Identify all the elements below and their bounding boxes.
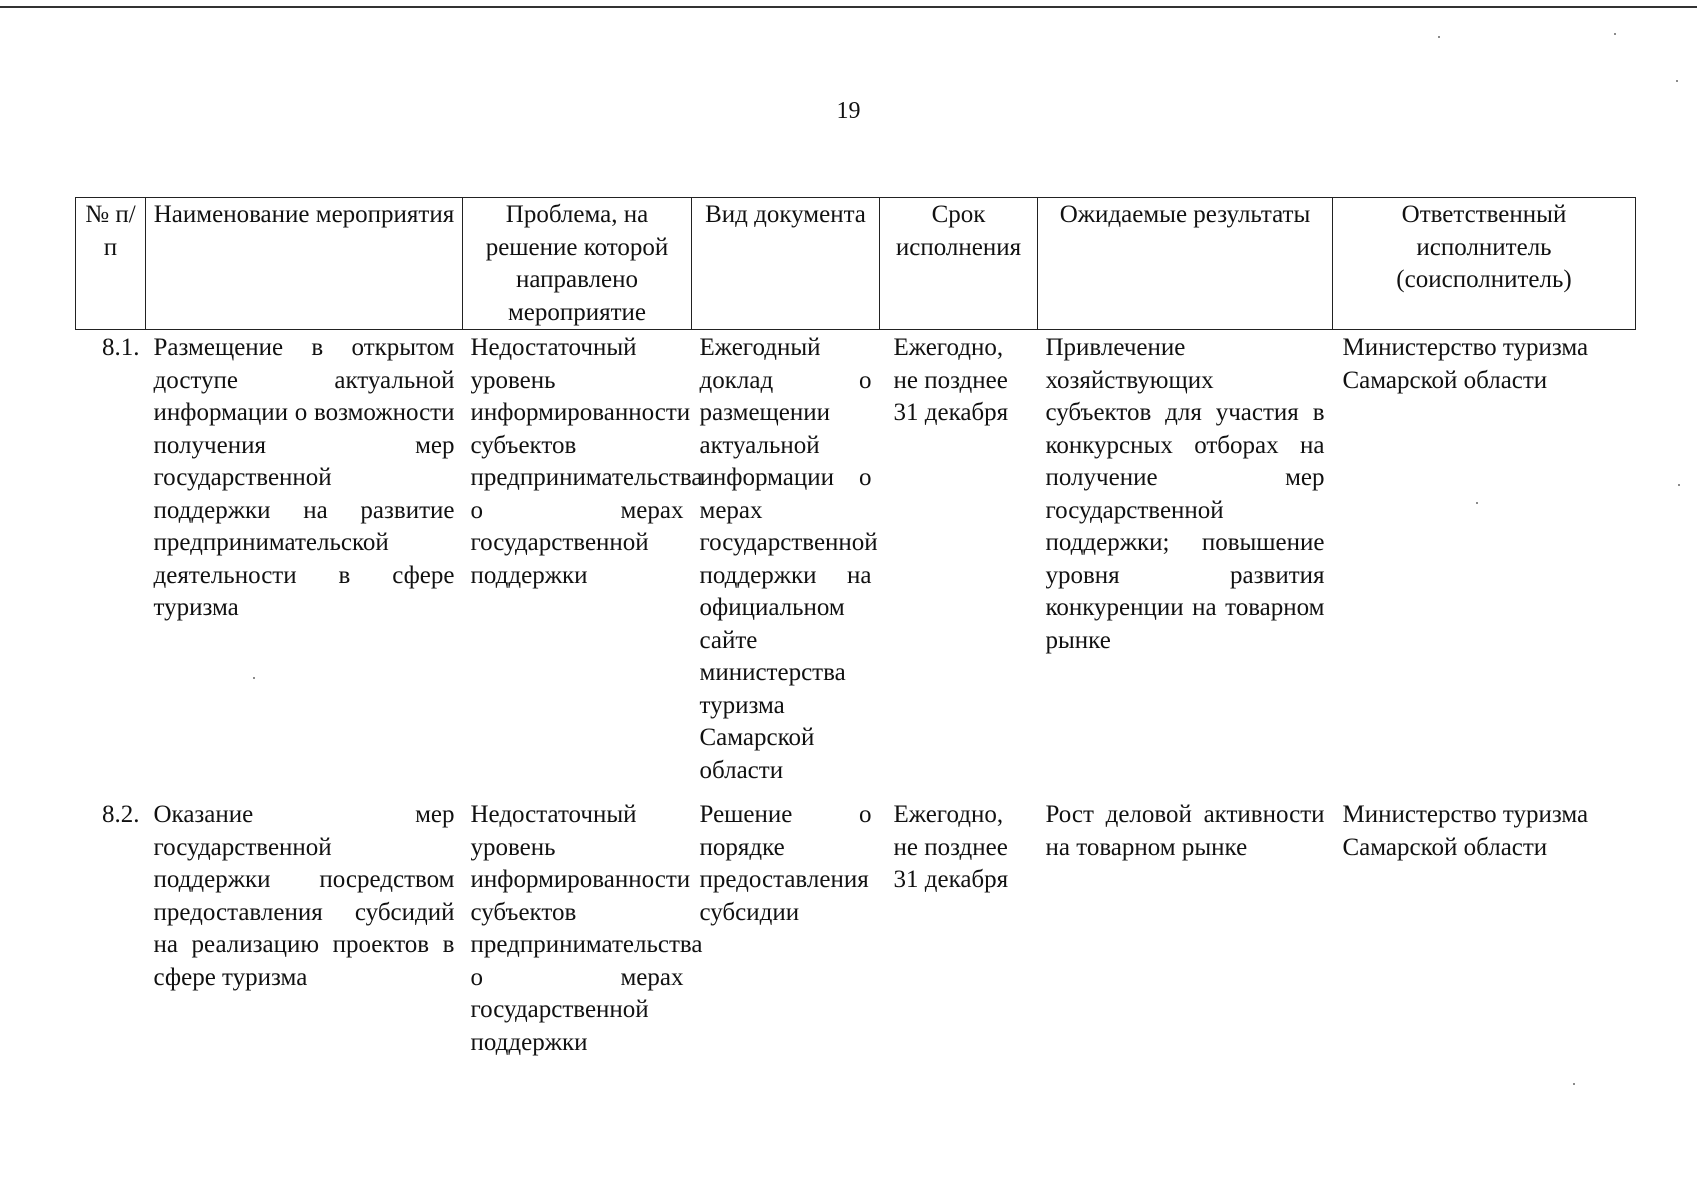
header-problem: Проблема, на решение которой направлено мероприятие — [463, 198, 692, 330]
problem: Недостаточный уровень информированности субъектов предпринимательства о мерах государственной поддержки — [470, 334, 703, 589]
responsible: Министерство туризма Самарской области — [1342, 801, 1589, 861]
problem: Недостаточный уровень информированности субъектов предпринимательства о мерах государственной поддержки — [470, 801, 703, 1056]
deadline: Ежегодно, не позднее 31 декабря — [893, 334, 1009, 426]
document-type: Решение о порядке предоставления субсидии — [699, 801, 872, 926]
header-event-name: Наименование мероприятия — [146, 198, 463, 330]
scan-speck — [1476, 502, 1478, 504]
scan-speck — [1676, 80, 1678, 82]
header-expected-results: Ожидаемые результаты — [1038, 198, 1333, 330]
deadline: Ежегодно, не позднее 31 декабря — [893, 801, 1009, 893]
page-number: 19 — [836, 98, 861, 124]
event-name: Оказание мер государственной поддержки посредством предоставления субсидий на реализацию проектов в сфере туризма — [153, 801, 455, 991]
expected-results: Рост деловой активности на товарном рынке — [1045, 801, 1325, 861]
expected-results: Привлечение хозяйствующих субъектов для участия в конкурсных отборах на получение мер государственной поддержки; повышение уровня развития конкуренции на товарном рынке — [1045, 334, 1325, 654]
header-deadline: Срок исполнения — [880, 198, 1038, 330]
scan-speck — [1614, 33, 1616, 35]
header-document-type: Вид документа — [692, 198, 880, 330]
table-header-row — [76, 198, 1636, 330]
row-number: 8.1. — [102, 334, 140, 361]
table-row — [76, 795, 1636, 1059]
row-number: 8.2. — [102, 801, 140, 828]
scan-speck — [253, 677, 255, 679]
header-responsible: Ответственный исполнитель (соисполнитель) — [1333, 198, 1636, 330]
header-number: № п/п — [76, 198, 146, 330]
scan-speck — [1573, 1083, 1575, 1085]
top-rule — [0, 6, 1697, 8]
action-plan-table — [75, 197, 1636, 1059]
scan-speck — [1678, 484, 1680, 486]
document-type: Ежегодный доклад о размещении актуальной информации о мерах государственной поддержки на официальном сайте министерства туризма Самарской области — [699, 334, 878, 784]
table-row — [76, 330, 1636, 796]
responsible: Министерство туризма Самарской области — [1342, 334, 1589, 394]
scan-speck — [1438, 36, 1440, 38]
event-name: Размещение в открытом доступе актуальной информации о возможности получения мер государственной поддержки на развитие предпринимательской деятельности в сфере туризма — [153, 334, 455, 621]
